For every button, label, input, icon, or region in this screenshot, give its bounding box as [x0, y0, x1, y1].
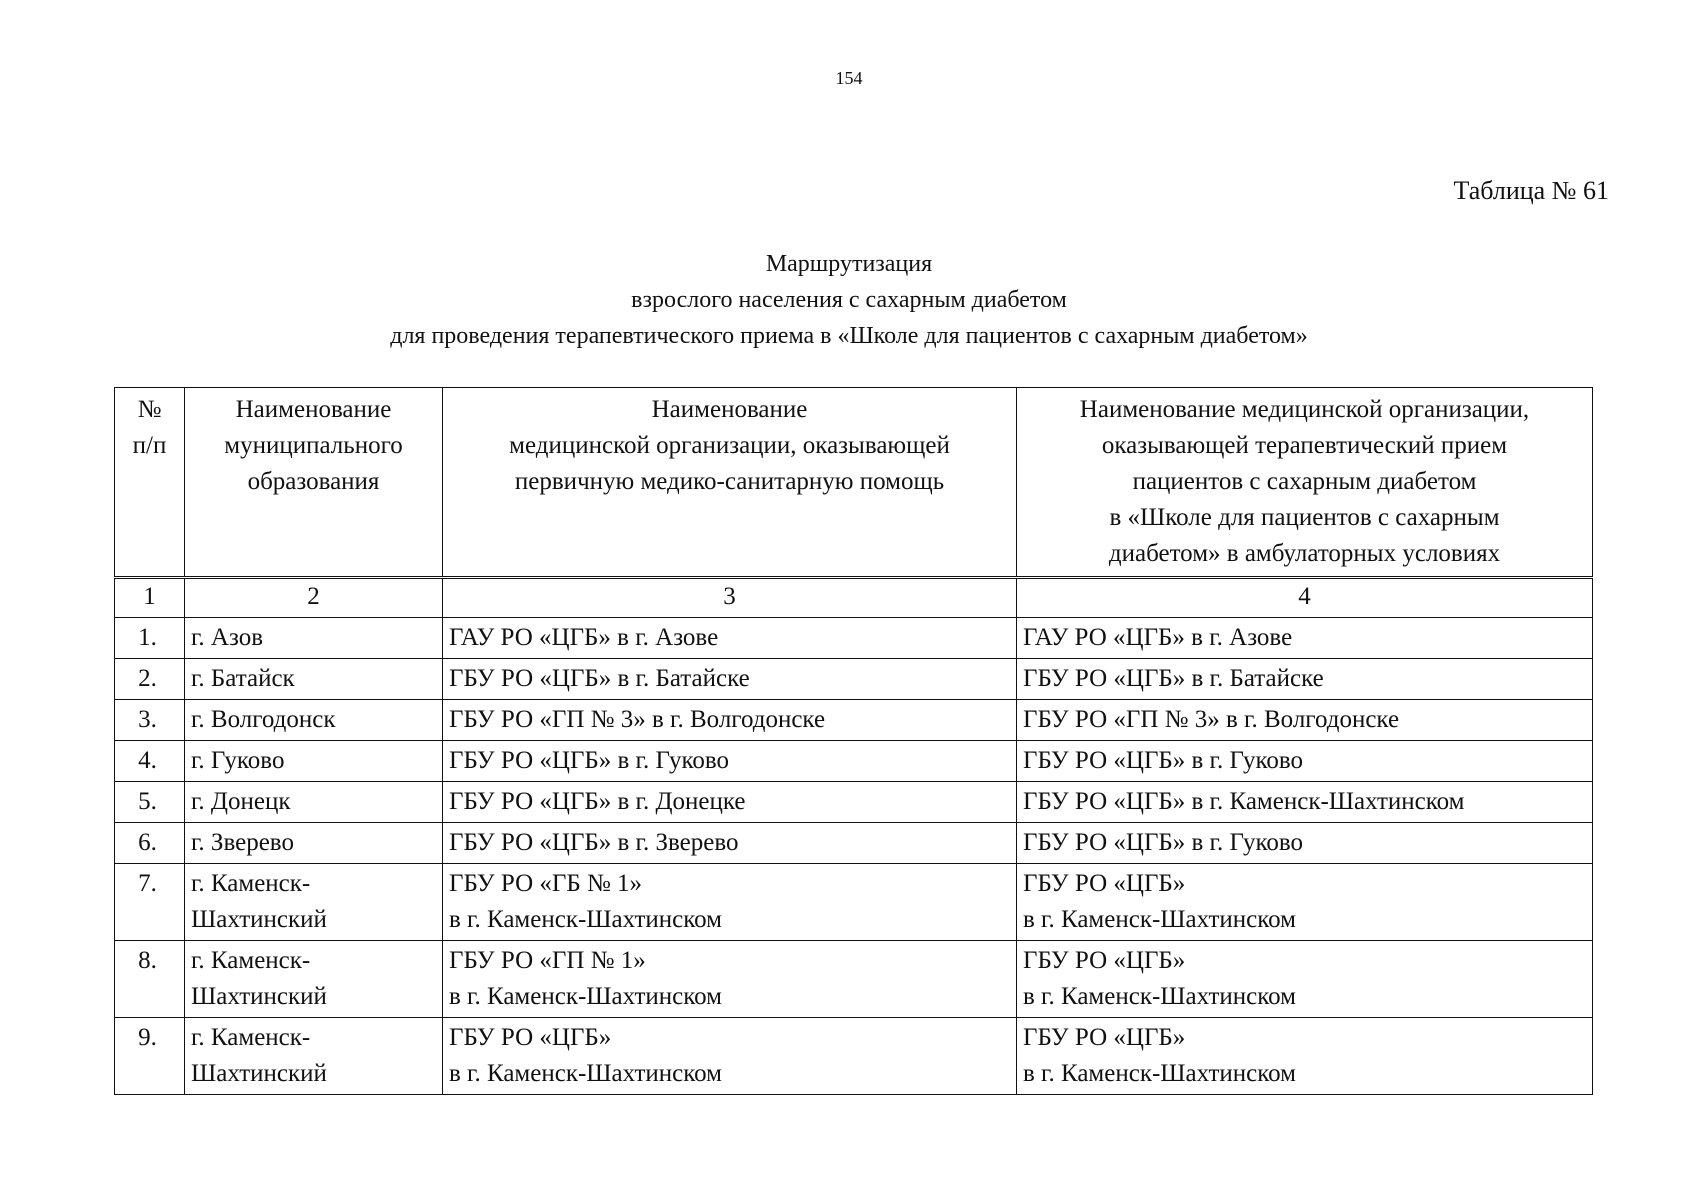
table-header — [115, 388, 1593, 578]
cell-line: г. Зверево — [191, 829, 294, 856]
row-number: 8. — [115, 941, 185, 1018]
cell-line: г. Каменск- — [191, 870, 311, 897]
cell-line: ГБУ РО «ГБ № 1» — [449, 870, 643, 897]
cell-line: в г. Каменск-Шахтинском — [449, 1060, 722, 1087]
cell-line: г. Каменск- — [191, 947, 311, 974]
header-cell-primary-org — [443, 388, 1017, 578]
cell-line: ГБУ РО «ЦГБ» в г. Донецке — [449, 788, 746, 815]
cell-line: ГБУ РО «ЦГБ» — [449, 1024, 612, 1051]
title-line-1: Маршрутизация — [765, 251, 933, 277]
header-line: оказывающей терапевтический прием — [1101, 432, 1508, 459]
primary-org-cell — [443, 659, 1017, 700]
title-line-3: для проведения терапевтического приема в «Школе для пациентов с сахарным диабетом» — [390, 323, 1308, 349]
municipality-cell — [185, 823, 443, 864]
header-cell-school-org — [1017, 388, 1593, 578]
cell-line: ГБУ РО «ЦГБ» — [1023, 870, 1186, 897]
table-row — [115, 700, 1593, 741]
school-org-cell — [1017, 823, 1593, 864]
header-line: пациентов с сахарным диабетом — [1132, 468, 1477, 495]
header-line: образования — [247, 468, 380, 495]
school-org-cell — [1017, 659, 1593, 700]
cell-line: г. Гуково — [191, 747, 285, 774]
cell-line: ГБУ РО «ЦГБ» в г. Гуково — [1023, 747, 1304, 774]
cell-line: ГАУ РО «ЦГБ» в г. Азове — [449, 624, 719, 651]
row-number: 1. — [115, 618, 185, 659]
cell-line: Шахтинский — [191, 906, 327, 933]
school-org-cell — [1017, 864, 1593, 941]
primary-org-cell — [443, 741, 1017, 782]
title-line-2: взрослого населения с сахарным диабетом — [631, 287, 1067, 313]
table-row — [115, 1018, 1593, 1095]
cell-line: ГБУ РО «ЦГБ» в г. Гуково — [449, 747, 730, 774]
row-number: 4. — [115, 741, 185, 782]
cell-line: ГБУ РО «ЦГБ» в г. Зверево — [449, 829, 739, 856]
cell-line: в г. Каменск-Шахтинском — [449, 983, 722, 1010]
page-number: 154 — [835, 68, 863, 88]
cell-line: г. Донецк — [191, 788, 291, 815]
cell-line: г. Азов — [191, 624, 264, 651]
header-line: медицинской организации, оказывающей — [509, 432, 950, 459]
municipality-cell — [185, 864, 443, 941]
row-number: 3. — [115, 700, 185, 741]
cell-line: г. Батайск — [191, 665, 295, 692]
cell-line: в г. Каменск-Шахтинском — [1023, 983, 1296, 1010]
school-org-cell — [1017, 782, 1593, 823]
table-row — [115, 782, 1593, 823]
cell-line: ГБУ РО «ЦГБ» в г. Каменск-Шахтинском — [1023, 788, 1465, 815]
municipality-cell — [185, 659, 443, 700]
cell-line: ГБУ РО «ЦГБ» в г. Батайске — [449, 665, 750, 692]
column-number: 4 — [1017, 578, 1593, 618]
header-line: Наименование — [651, 396, 808, 423]
primary-org-cell — [443, 782, 1017, 823]
header-line: первичную медико-санитарную помощь — [514, 468, 945, 495]
primary-org-cell — [443, 1018, 1017, 1095]
column-number: 1 — [115, 578, 185, 618]
table-row — [115, 618, 1593, 659]
municipality-cell — [185, 782, 443, 823]
header-line: Наименование — [235, 396, 392, 423]
cell-line: в г. Каменск-Шахтинском — [1023, 1060, 1296, 1087]
cell-line: ГАУ РО «ЦГБ» в г. Азове — [1023, 624, 1293, 651]
row-number: 5. — [115, 782, 185, 823]
document-title — [0, 246, 1698, 354]
table-row — [115, 823, 1593, 864]
cell-line: в г. Каменск-Шахтинском — [449, 906, 722, 933]
school-org-cell — [1017, 741, 1593, 782]
column-number: 2 — [185, 578, 443, 618]
school-org-cell — [1017, 1018, 1593, 1095]
municipality-cell — [185, 1018, 443, 1095]
cell-line: ГБУ РО «ЦГБ» — [1023, 1024, 1186, 1051]
primary-org-cell — [443, 823, 1017, 864]
table-body — [115, 578, 1593, 1095]
primary-org-cell — [443, 618, 1017, 659]
cell-line: Шахтинский — [191, 983, 327, 1010]
table-row — [115, 941, 1593, 1018]
header-line: № — [137, 396, 162, 423]
primary-org-cell — [443, 941, 1017, 1018]
row-number: 2. — [115, 659, 185, 700]
municipality-cell — [185, 941, 443, 1018]
header-cell-municipality — [185, 388, 443, 578]
row-number: 6. — [115, 823, 185, 864]
header-line: в «Школе для пациентов с сахарным — [1109, 504, 1500, 531]
primary-org-cell — [443, 864, 1017, 941]
header-line: Наименование медицинской организации, — [1079, 396, 1530, 423]
primary-org-cell — [443, 700, 1017, 741]
cell-line: в г. Каменск-Шахтинском — [1023, 906, 1296, 933]
cell-line: ГБУ РО «ГП № 1» — [449, 947, 646, 974]
table-row — [115, 864, 1593, 941]
header-row — [115, 388, 1593, 578]
school-org-cell — [1017, 618, 1593, 659]
table-row — [115, 741, 1593, 782]
municipality-cell — [185, 618, 443, 659]
header-line: п/п — [132, 432, 167, 459]
cell-line: ГБУ РО «ГП № 3» в г. Волгодонске — [1023, 706, 1400, 733]
cell-line: Шахтинский — [191, 1060, 327, 1087]
school-org-cell — [1017, 700, 1593, 741]
cell-line: ГБУ РО «ЦГБ» в г. Гуково — [1023, 829, 1304, 856]
cell-line: ГБУ РО «ЦГБ» в г. Батайске — [1023, 665, 1324, 692]
row-number: 7. — [115, 864, 185, 941]
header-line: муниципального — [224, 432, 403, 459]
row-number: 9. — [115, 1018, 185, 1095]
column-number-row — [115, 578, 1593, 618]
municipality-cell — [185, 741, 443, 782]
school-org-cell — [1017, 941, 1593, 1018]
table-label: Таблица № 61 — [1453, 176, 1609, 205]
cell-line: г. Волгодонск — [191, 706, 336, 733]
cell-line: ГБУ РО «ГП № 3» в г. Волгодонске — [449, 706, 826, 733]
municipality-cell — [185, 700, 443, 741]
column-number: 3 — [443, 578, 1017, 618]
header-line: диабетом» в амбулаторных условиях — [1108, 540, 1501, 567]
cell-line: г. Каменск- — [191, 1024, 311, 1051]
routing-table — [114, 387, 1593, 1095]
table-row — [115, 659, 1593, 700]
header-cell-number — [115, 388, 185, 578]
cell-line: ГБУ РО «ЦГБ» — [1023, 947, 1186, 974]
